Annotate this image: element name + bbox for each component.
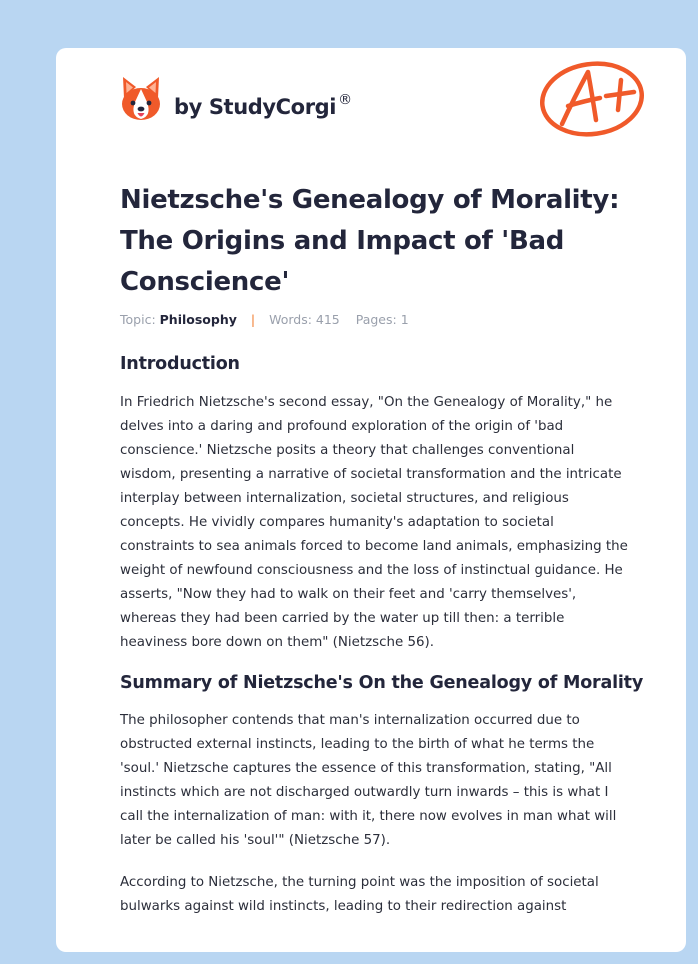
page-count: Pages: 1 [355,312,409,327]
document-page [56,48,686,952]
a-plus-grade-icon [538,58,650,140]
brand-name[interactable]: by StudyCorgi ® [174,92,352,119]
word-count: Words: 415 [269,312,340,327]
corgi-logo-icon [120,76,162,122]
meta-separator: | [250,312,256,327]
section-heading-introduction: Introduction [120,354,240,374]
article-meta [120,312,630,327]
introduction-paragraph: In Friedrich Nietzsche's second essay, "On the Genealogy of Morality," he delves into a daring and profound exploration of the origin of 'bad conscience.' Nietzsche posits a theory that challenges conventional wisdom, presenting a narrative of societal transformation and the intricate interplay between internalization, societal structures, and religious concepts. He vividly compares humanity's adaptation to societal constraints to sea animals forced to become land animals, emphasizing the weight of newfound consciousness and the loss of instinctual guidance. He asserts, "Now they had to walk on their feet and 'carry themselves', whereas they had been carried by the water up till then: a terrible heaviness bore down on them" (Nietzsche 56). [120,395,628,650]
topic-label: Topic: [120,312,156,327]
topic-link[interactable]: Philosophy [159,312,237,327]
summary-paragraph-2: According to Nietzsche, the turning point was the imposition of societal bulwarks against wild instincts, leading to their redirection against [120,875,599,914]
page-title: Nietzsche's Genealogy of Morality: The Origins and Impact of 'Bad Conscience' [120,185,620,297]
summary-paragraph-1: The philosopher contends that man's internalization occurred due to obstructed external instincts, leading to the birth of what he terms the 'soul.' Nietzsche captures the essence of this transformation, stating, "All instincts which are not discharged outwardly turn inwards – this is what I call the internalization of man: with it, there now evolves in man what will later be called his 'soul'" (Nietzsche 57). [120,713,617,848]
section-heading-summary: Summary of Nietzsche's On the Genealogy of Morality [120,673,644,693]
registered-mark: ® [338,92,352,108]
